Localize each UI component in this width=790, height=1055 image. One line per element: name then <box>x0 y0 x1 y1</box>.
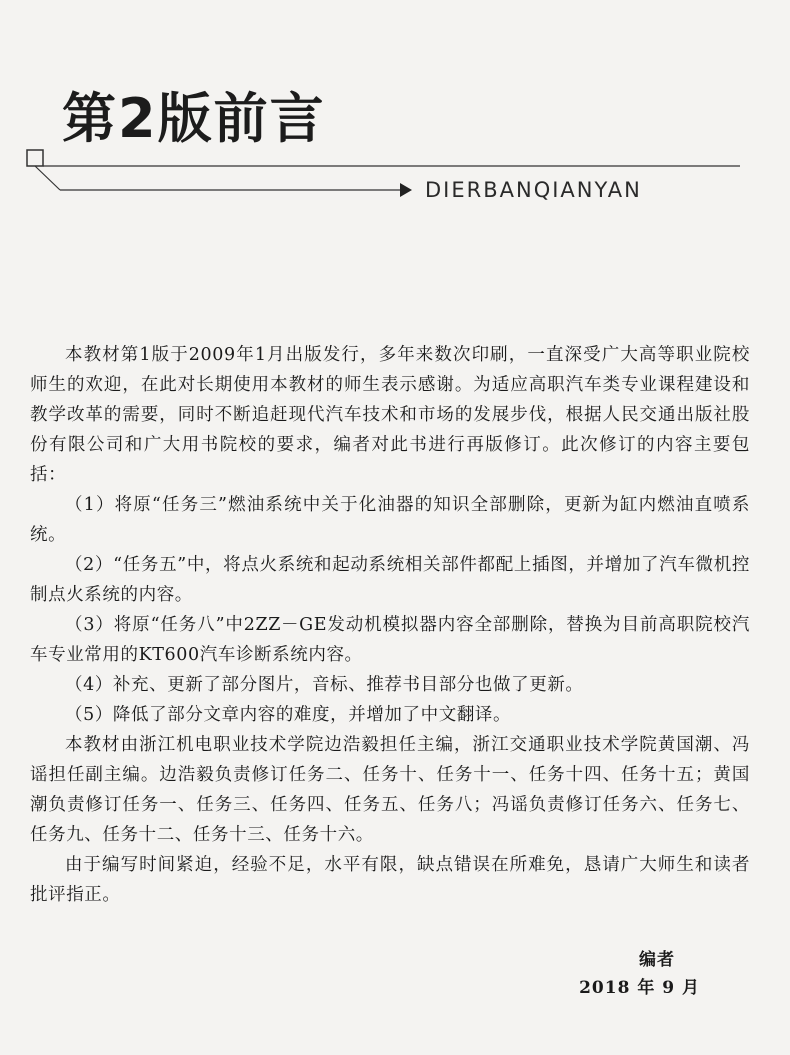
corner-square-icon <box>27 150 43 166</box>
paragraph-item-1: （1）将原“任务三”燃油系统中关于化油器的知识全部删除，更新为缸内燃油直喷系统。 <box>30 495 750 545</box>
paragraph-item-5: （5）降低了部分文章内容的难度，并增加了中文翻译。 <box>65 705 512 725</box>
connector-line <box>35 166 60 190</box>
signature-editor: 编者 <box>639 950 675 970</box>
paragraph-item-2: （2）“任务五”中，将点火系统和起动系统相关部件都配上插图，并增加了汽车微机控制点火系统的内容。 <box>30 555 750 605</box>
paragraph-editors: 本教材由浙江机电职业技术学院边浩毅担任主编，浙江交通职业技术学院黄国潮、冯谣担任副主编。边浩毅负责修订任务二、任务十、任务十一、任务十四、任务十五；黄国潮负责修订任务一、任务三、任务四、任务五、任务八；冯谣负责修订任务六、任务七、任务九、任务十二、任务十三、任务十六。 <box>30 735 750 845</box>
preface-body <box>30 340 750 910</box>
paragraph-item-4: （4）补充、更新了部分图片，音标、推荐书目部分也做了更新。 <box>65 675 584 695</box>
paragraph-item-3: （3）将原“任务八”中2ZZ－GE发动机模拟器内容全部删除，替换为目前高职院校汽车专业常用的KT600汽车诊断系统内容。 <box>30 615 750 665</box>
paragraph-closing: 由于编写时间紧迫，经验不足，水平有限，缺点错误在所难免，恳请广大师生和读者批评指正。 <box>30 855 750 905</box>
arrow-head-icon <box>400 183 412 197</box>
chapter-header <box>0 0 790 220</box>
page-subtitle: DIERBANQIANYAN <box>425 178 642 202</box>
paragraph-intro: 本教材第1版于2009年1月出版发行，多年来数次印刷，一直深受广大高等职业院校师生的欢迎，在此对长期使用本教材的师生表示感谢。为适应高职汽车类专业课程建设和教学改革的需要，同时不断追赶现代汽车技术和市场的发展步伐，根据人民交通出版社股份有限公司和广大用书院校的要求，编者对此书进行再版修订。此次修订的内容主要包括： <box>30 345 750 485</box>
page-title: 第2版前言 <box>62 87 326 150</box>
signature-date: 2018 年 9 月 <box>579 978 700 998</box>
